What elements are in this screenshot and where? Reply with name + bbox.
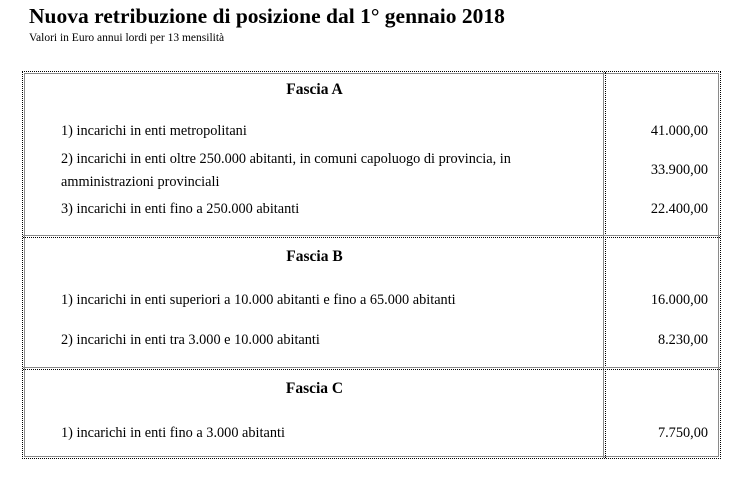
row-label-b2: 2) incarichi in enti tra 3.000 e 10.000 abitanti	[61, 332, 320, 348]
row-value-b2: 8.230,00	[657, 332, 708, 348]
salary-table	[22, 71, 721, 459]
row-value-a3: 22.400,00	[650, 201, 708, 217]
section-heading-fascia-b: Fascia B	[286, 248, 343, 265]
section-divider-a-b	[23, 235, 720, 238]
section-divider-b-c	[23, 367, 720, 370]
page-title: Nuova retribuzione di posizione dal 1° gennaio 2018	[29, 4, 505, 28]
row-label-c1: 1) incarichi in enti fino a 3.000 abitanti	[61, 425, 285, 441]
row-label-a3: 3) incarichi in enti fino a 250.000 abitanti	[61, 201, 300, 217]
section-heading-fascia-c: Fascia C	[285, 380, 344, 397]
row-value-b1: 16.000,00	[650, 292, 708, 308]
row-label-a1: 1) incarichi in enti metropolitani	[61, 123, 247, 139]
page-subtitle: Valori in Euro annui lordi per 13 mensilità	[29, 32, 225, 44]
section-heading-fascia-a: Fascia A	[286, 81, 343, 98]
row-value-a2: 33.900,00	[650, 162, 708, 178]
row-value-a1: 41.000,00	[650, 123, 708, 139]
row-label-b1: 1) incarichi in enti superiori a 10.000 abitanti e fino a 65.000 abitanti	[61, 292, 456, 308]
row-label-a2: 2) incarichi in enti oltre 250.000 abitanti, in comuni capoluogo di provincia, in amministrazioni provinciali	[61, 151, 511, 190]
row-value-c1: 7.750,00	[657, 425, 708, 441]
